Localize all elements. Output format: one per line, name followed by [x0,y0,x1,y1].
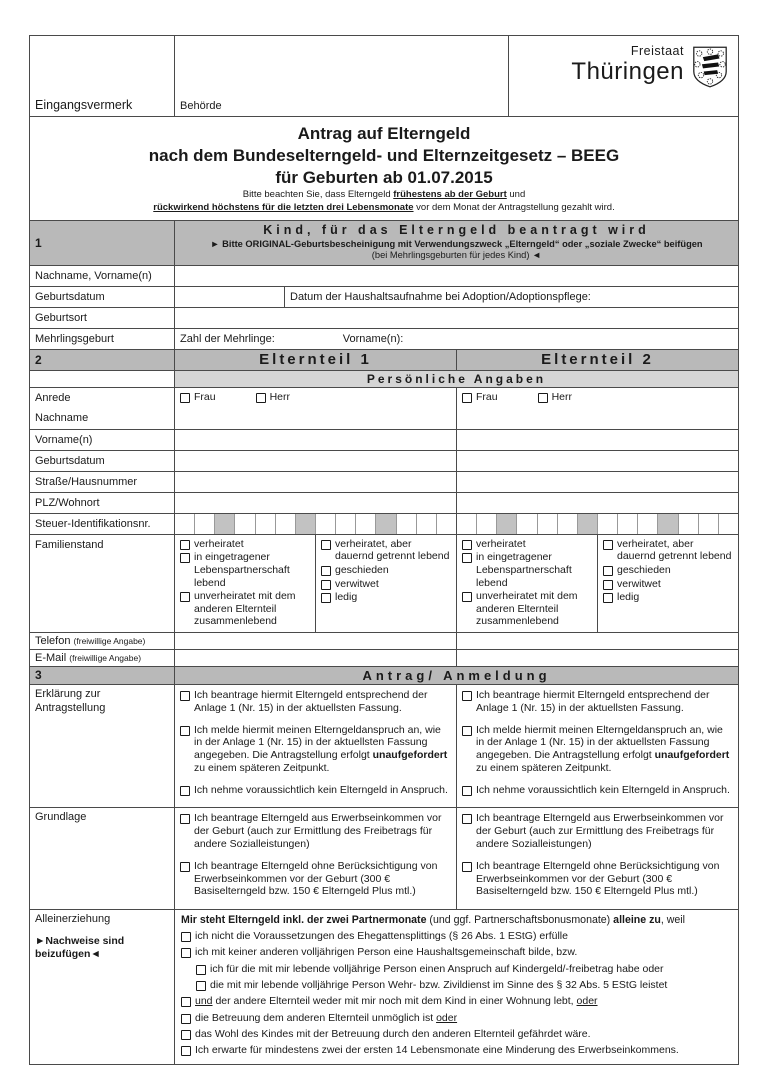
personal-row-input-parent2[interactable] [456,472,738,492]
checkbox-option-label: verheiratet, aber dauernd getrennt lebend [335,537,450,563]
checkbox-option[interactable] [180,551,311,589]
personal-row-input-parent2[interactable] [456,493,738,513]
form-title-note2: rückwirkend höchstens für die letzten drei Lebensmonate vor dem Monat der Antragstellung gezahlt wird. [153,202,615,214]
tax-id-digit-cell[interactable] [296,514,316,534]
checkbox-option-label: geschieden [335,563,389,576]
checkbox-option-label: Ich erwarte für mindestens zwei der ersten 14 Lebensmonate eine Minderung des Erwerbseinkommens. [195,1044,679,1057]
checkbox-option[interactable] [180,538,311,551]
logo-thueringen-text: Thüringen [571,57,684,85]
personal-row-label: PLZ/Wohnort [35,496,100,509]
single-parent-label-cell [30,910,174,1064]
checkbox-icon[interactable] [180,691,190,701]
checkbox-icon[interactable] [181,932,191,942]
personal-row-label: Straße/Hausnummer [35,475,138,488]
checkbox-icon[interactable] [462,592,472,602]
telefon-input-parent1[interactable] [174,633,456,649]
checkbox-option-label: Ich nehme voraussichtlich kein Elterngeld in Anspruch. [476,783,730,796]
basis-parent2 [456,808,738,909]
marital-status-parent2-col1 [457,535,597,632]
eingangsvermerk-cell [30,36,174,116]
checkbox-option-label: unverheiratet mit dem anderen Elternteil zusammenlebend [194,590,296,628]
section1-header [30,220,738,265]
checkbox-icon[interactable] [181,1014,191,1024]
personal-data-header-row [30,370,738,387]
tax-id-digit-cell[interactable] [699,514,719,534]
child-name-input[interactable] [174,266,738,286]
personal-simple-rows [30,408,738,513]
personal-row-input-parent1[interactable] [174,408,456,429]
anrede-parent2 [456,388,738,408]
checkbox-icon[interactable] [462,814,472,824]
checkbox-icon[interactable] [321,580,331,590]
checkbox-option[interactable] [181,995,732,1008]
personal-data-header: Persönliche Angaben [174,371,738,387]
checkbox-icon[interactable] [462,862,472,872]
single-parent-content [174,910,738,1064]
checkbox-option[interactable] [603,538,734,563]
checkbox-icon[interactable] [180,540,190,550]
parent2-header: Elternteil 2 [456,350,738,370]
checkbox-icon[interactable] [181,1030,191,1040]
form-title-line1: Antrag auf Elterngeld [297,124,471,143]
tax-id-digit-cell[interactable] [538,514,558,534]
tax-id-digit-cell[interactable] [376,514,396,534]
checkbox-icon[interactable] [181,948,191,958]
tax-id-digit-cell[interactable] [316,514,336,534]
declaration-parent1 [174,685,456,808]
checkbox-icon[interactable] [180,862,190,872]
row-declaration [30,684,738,808]
checkbox-option-label: verwitwet [617,577,661,590]
checkbox-option-label: ledig [617,591,640,604]
tax-id-digit-cell[interactable] [175,514,195,534]
tax-id-digit-cell[interactable] [679,514,699,534]
checkbox-option-label: ledig [335,591,358,604]
tax-id-label: Steuer-Identifikationsnr. [35,517,151,530]
tax-id-digit-cell[interactable] [578,514,598,534]
row-anrede [30,387,738,408]
row-personal-3 [30,471,738,492]
checkbox-icon[interactable] [603,566,613,576]
personal-row-label: Vorname(n) [35,433,93,446]
row-telefon [30,632,738,649]
section1-subtitle2: (bei Mehrlingsgeburten für jedes Kind) ◄ [371,250,542,261]
checkbox-option[interactable] [462,689,733,715]
email-input-parent2[interactable] [456,650,738,666]
marital-status-parent2 [456,535,738,632]
multiple-names-label: Vorname(n): [342,332,404,345]
personal-row-label: Geburtsdatum [35,454,105,467]
checkbox-option[interactable] [180,689,451,715]
checkbox-option-label: Herr [269,391,291,404]
checkbox-option[interactable] [181,1028,732,1041]
tax-id-digit-cell[interactable] [658,514,678,534]
child-name-label: Nachname, Vorname(n) [35,269,152,282]
email-label: E-Mail [35,651,67,664]
checkbox-option-label: Frau [476,391,498,404]
single-parent-label: Alleinerziehung [35,913,111,926]
email-note: (freiwillige Angabe) [69,652,142,663]
multiple-count-label: Zahl der Mehrlinge: [180,332,275,345]
section1-title-cell [174,221,738,265]
checkbox-option-label: Ich beantrage Elterngeld aus Erwerbseinkommen vor der Geburt (auch zur Ermittlung des Freibetrags für andere Sozialleistungen) [476,812,724,851]
declaration-label: Erklärung zur Antragstellung [35,687,106,714]
checkbox-icon[interactable] [321,540,331,550]
checkbox-option[interactable] [180,724,451,775]
checkbox-option[interactable] [321,578,452,591]
form-title-block [30,116,738,220]
checkbox-icon[interactable] [462,786,472,796]
checkbox-option-label: Ich beantrage Elterngeld ohne Berücksichtigung von Erwerbseinkommen vor der Geburt (300 € Basiselterngeld bzw. 150 € Elterngeld Plus mtl.) [476,859,720,898]
checkbox-option[interactable] [180,590,311,628]
tax-id-digit-cell[interactable] [638,514,658,534]
checkbox-option[interactable] [462,812,733,850]
tax-id-digit-cell[interactable] [195,514,215,534]
checkbox-option[interactable] [462,590,593,628]
multiple-birth-input[interactable] [174,329,738,349]
single-parent-note: ►Nachweise sind beizufügen◄ [35,935,125,961]
thuringia-coat-of-arms-icon [692,45,728,89]
tax-id-digit-cell[interactable] [215,514,235,534]
checkbox-option[interactable] [181,1044,732,1057]
tax-id-digit-cell[interactable] [356,514,376,534]
section2-header [30,349,738,370]
checkbox-option[interactable] [180,391,216,404]
section1-number: 1 [30,221,174,265]
checkbox-icon[interactable] [462,726,472,736]
checkbox-option[interactable] [180,860,451,898]
tax-id-digit-cell[interactable] [719,514,738,534]
telefon-input-parent2[interactable] [456,633,738,649]
child-birthdate-label: Geburtsdatum [35,290,105,303]
eingangsvermerk-label: Eingangsvermerk [35,98,133,112]
checkbox-option[interactable] [462,391,498,404]
checkbox-option[interactable] [180,812,451,850]
tax-id-digit-cell[interactable] [457,514,477,534]
child-birthdate-input[interactable] [174,287,284,307]
checkbox-icon[interactable] [462,553,472,563]
tax-id-digit-cell[interactable] [618,514,638,534]
checkbox-option-label: Ich melde hiermit meinen Elterngeldanspruch an, wie in der Anlage 1 (Nr. 15) in der aktuellsten Fassung angegeben. Die Antragstellung erfolgt unaufgefordert zu einem späteren Zeitpunkt. [476,723,730,774]
row-personal-1 [30,429,738,450]
tax-id-digit-cell[interactable] [417,514,437,534]
section2-number: 2 [30,350,174,370]
checkbox-option-label: Frau [194,391,216,404]
email-label-cell [30,650,174,666]
checkbox-option-label: die mit mir lebende volljährige Person Wehr- bzw. Zivildienst im Sinne des § 32 Abs. 5 EStG leistet [210,978,668,991]
checkbox-icon[interactable] [538,393,548,403]
checkbox-icon[interactable] [180,814,190,824]
checkbox-option-label: verheiratet, aber dauernd getrennt lebend [617,537,732,563]
parent1-header: Elternteil 1 [174,350,456,370]
checkbox-icon[interactable] [180,726,190,736]
checkbox-icon[interactable] [181,997,191,1007]
checkbox-option[interactable] [196,963,732,976]
row-child-name [30,265,738,286]
anrede-label: Anrede [35,391,71,404]
marital-status-parent1 [174,535,456,632]
tax-id-digit-cell[interactable] [256,514,276,534]
adoption-date-label: Datum der Haushaltsaufnahme bei Adoption/Adoptionspflege: [290,290,591,303]
tax-id-digit-cell[interactable] [397,514,417,534]
checkbox-option[interactable] [462,784,733,797]
checkbox-option[interactable] [603,578,734,591]
behoerde-label: Behörde [180,100,222,112]
checkbox-icon[interactable] [462,540,472,550]
checkbox-option-label: Ich beantrage Elterngeld ohne Berücksichtigung von Erwerbseinkommen vor der Geburt (300 € Basiselterngeld bzw. 150 € Elterngeld Plus mtl.) [194,859,438,898]
telefon-label: Telefon [35,634,71,647]
personal-row-input-parent2[interactable] [456,430,738,450]
checkbox-icon[interactable] [180,393,190,403]
checkbox-option[interactable] [180,784,451,797]
logo-freistaat-text: Freistaat [630,44,684,58]
thueringen-logo [508,36,738,116]
marital-status-parent1-col1 [175,535,315,632]
checkbox-option-label: in eingetragener Lebenspartnerschaft lebend [476,551,572,589]
elterngeld-application-form [29,35,739,1065]
checkbox-option[interactable] [256,391,290,404]
checkbox-icon[interactable] [321,566,331,576]
checkbox-icon[interactable] [180,553,190,563]
child-birthplace-label: Geburtsort [35,311,87,324]
checkbox-icon[interactable] [256,393,266,403]
checkbox-icon[interactable] [603,540,613,550]
tax-id-digit-cell[interactable] [235,514,255,534]
checkbox-icon[interactable] [603,580,613,590]
single-parent-intro: Mir steht Elterngeld inkl. der zwei Partnermonate (und ggf. Partnerschaftsbonusmonate) alleine zu, weil [181,914,685,927]
checkbox-option-label: Ich beantrage hiermit Elterngeld entsprechend der Anlage 1 (Nr. 15) in der aktuellsten Fassung. [476,688,710,714]
email-input-parent1[interactable] [174,650,456,666]
marital-status-parent1-col2 [315,535,456,632]
behoerde-cell[interactable] [174,36,508,116]
basis-label: Grundlage [35,811,87,824]
personal-row-input-parent1[interactable] [174,451,456,471]
row-multiple-birth [30,328,738,349]
tax-id-cells-parent1[interactable] [174,514,456,534]
row-basis [30,807,738,909]
checkbox-option[interactable] [196,979,732,992]
tax-id-digit-cell[interactable] [336,514,356,534]
section3-title: Antrag/ Anmeldung [174,667,738,684]
personal-row-input-parent1[interactable] [174,493,456,513]
checkbox-icon[interactable] [181,1046,191,1056]
personal-row-input-parent1[interactable] [174,430,456,450]
telefon-label-cell [30,633,174,649]
checkbox-option-label: Ich beantrage Elterngeld aus Erwerbseinkommen vor der Geburt (auch zur Ermittlung des Freibetrags für andere Sozialleistungen) [194,812,442,851]
checkbox-option-label: verwitwet [335,577,379,590]
checkbox-option[interactable] [462,860,733,898]
checkbox-option-label: Ich beantrage hiermit Elterngeld entsprechend der Anlage 1 (Nr. 15) in der aktuellsten Fassung. [194,688,428,714]
checkbox-option[interactable] [321,538,452,563]
checkbox-option-label: Ich melde hiermit meinen Elterngeldanspruch an, wie in der Anlage 1 (Nr. 15) in der aktuellsten Fassung angegeben. Die Antragstellung erfolgt unaufgefordert zu einem späteren Zeitpunkt. [194,723,448,774]
checkbox-icon[interactable] [180,786,190,796]
form-title-line3: für Geburten ab 01.07.2015 [275,168,493,188]
checkbox-option-label: in eingetragener Lebenspartnerschaft lebend [194,551,290,589]
row-child-birthplace [30,307,738,328]
checkbox-option-label: die Betreuung dem anderen Elternteil unmöglich ist oder [195,1011,458,1024]
row-child-birthdate [30,286,738,307]
tax-id-digit-cell[interactable] [517,514,537,534]
checkbox-option[interactable] [181,930,732,943]
checkbox-icon[interactable] [462,393,472,403]
multiple-birth-label: Mehrlingsgeburt [35,332,114,345]
personal-row-input-parent2[interactable] [456,451,738,471]
section3-header [30,666,738,684]
telefon-note: (freiwillige Angabe) [73,635,146,646]
checkbox-option-label: ich für die mit mir lebende volljährige Person einen Anspruch auf Kindergeld/-freibetrag habe oder [210,962,664,975]
checkbox-option[interactable] [603,564,734,577]
checkbox-option-label: ich mit keiner anderen volljährigen Person eine Haushaltsgemeinschaft bilde, bzw. [195,946,578,959]
checkbox-option[interactable] [538,391,572,404]
checkbox-option[interactable] [181,946,732,959]
child-birthplace-input[interactable] [174,308,738,328]
checkbox-option[interactable] [321,591,452,604]
checkbox-icon[interactable] [196,965,206,975]
checkbox-option[interactable] [462,538,593,551]
tax-id-digit-cell[interactable] [558,514,578,534]
declaration-parent2 [456,685,738,808]
checkbox-option-label: unverheiratet mit dem anderen Elternteil zusammenlebend [476,590,578,628]
tax-id-digit-cell[interactable] [276,514,296,534]
personal-row-input-parent1[interactable] [174,472,456,492]
tax-id-digit-cell[interactable] [497,514,517,534]
row-personal-0 [30,408,738,429]
checkbox-option[interactable] [603,591,734,604]
checkbox-option[interactable] [462,724,733,775]
tax-id-cells-parent2[interactable] [456,514,738,534]
checkbox-icon[interactable] [603,593,613,603]
marital-status-parent2-col2 [597,535,738,632]
basis-parent1 [174,808,456,909]
row-marital-status [30,534,738,632]
checkbox-option-label: verheiratet [194,537,244,550]
checkbox-option-label: ich nicht die Voraussetzungen des Ehegattensplittings (§ 26 Abs. 1 EStG) erfülle [195,930,568,943]
row-personal-4 [30,492,738,513]
personal-row-input-parent2[interactable] [456,408,738,429]
checkbox-icon[interactable] [196,981,206,991]
checkbox-icon[interactable] [321,593,331,603]
marital-status-label: Familienstand [35,538,104,551]
form-title-line2: nach dem Bundeselterngeld- und Elternzeitgesetz – BEEG [148,146,620,166]
anrede-parent1 [174,388,456,408]
checkbox-option-label: das Wohl des Kindes mit der Betreuung durch den anderen Elternteil gefährdet wäre. [195,1027,591,1040]
tax-id-digit-cell[interactable] [477,514,497,534]
checkbox-option-label: verheiratet [476,537,526,550]
form-title-note1: Bitte beachten Sie, dass Elterngeld frühestens ab der Geburt und [242,189,526,201]
personal-row-label: Nachname [35,412,89,425]
checkbox-icon[interactable] [180,592,190,602]
checkbox-option-label: und der andere Elternteil weder mit mir noch mit dem Kind in einer Wohnung lebt, oder [195,995,598,1008]
row-single-parent [30,909,738,1064]
section1-subtitle1: ► Bitte ORIGINAL-Geburtsbescheinigung mit Verwendungszweck „Elterngeld“ oder „soziale Zwecke“ beifügen [210,238,703,249]
checkbox-option-label: Herr [551,391,573,404]
form-header-row [30,36,738,116]
personal-data-empty-cell [30,371,174,387]
checkbox-option[interactable] [181,1012,732,1025]
checkbox-option[interactable] [321,564,452,577]
checkbox-option[interactable] [462,551,593,589]
row-email [30,649,738,666]
adoption-date-label-cell[interactable] [284,287,738,307]
section3-number: 3 [30,667,174,684]
tax-id-digit-cell[interactable] [598,514,618,534]
section1-title: Kind, für das Elterngeld beantragt wird [263,222,650,237]
checkbox-option-label: Ich nehme voraussichtlich kein Elterngeld in Anspruch. [194,783,448,796]
checkbox-icon[interactable] [462,691,472,701]
tax-id-digit-cell[interactable] [437,514,456,534]
row-personal-2 [30,450,738,471]
row-tax-id [30,513,738,534]
checkbox-option-label: geschieden [617,563,671,576]
